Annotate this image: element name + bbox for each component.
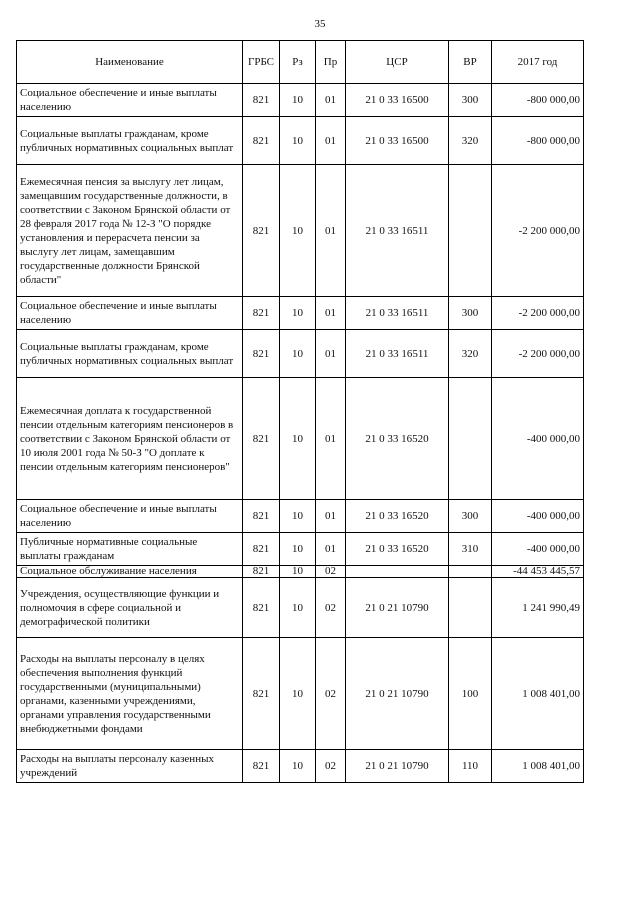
table-row bbox=[17, 566, 584, 578]
cell-csr: 21 0 21 10790 bbox=[346, 750, 449, 783]
cell-csr: 21 0 33 16520 bbox=[346, 533, 449, 566]
cell-grbs: 821 bbox=[243, 117, 280, 165]
cell-rz: 10 bbox=[280, 500, 316, 533]
cell-rz: 10 bbox=[280, 165, 316, 297]
cell-vr: 300 bbox=[449, 297, 492, 330]
cell-rz: 10 bbox=[280, 750, 316, 783]
cell-rz: 10 bbox=[280, 638, 316, 750]
header-name: Наименование bbox=[17, 41, 243, 84]
header-rz: Рз bbox=[280, 41, 316, 84]
table-row bbox=[17, 500, 584, 533]
table-row bbox=[17, 117, 584, 165]
cell-name: Расходы на выплаты персоналу в целях обеспечения выполнения функций государственными (муниципальными) органами, казенными учреждениями, органами управления государственными внебюджетными фондами bbox=[17, 638, 243, 750]
cell-amount: -400 000,00 bbox=[492, 378, 584, 500]
cell-grbs: 821 bbox=[243, 330, 280, 378]
cell-amount: -2 200 000,00 bbox=[492, 297, 584, 330]
cell-name: Учреждения, осуществляющие функции и полномочия в сфере социальной и демографической политики bbox=[17, 578, 243, 638]
table-row bbox=[17, 297, 584, 330]
cell-grbs: 821 bbox=[243, 750, 280, 783]
budget-table bbox=[16, 40, 584, 783]
cell-vr bbox=[449, 165, 492, 297]
cell-csr: 21 0 33 16500 bbox=[346, 84, 449, 117]
cell-amount: 1 241 990,49 bbox=[492, 578, 584, 638]
table-row bbox=[17, 330, 584, 378]
cell-name: Социальное обеспечение и иные выплаты населению bbox=[17, 500, 243, 533]
table-row bbox=[17, 165, 584, 297]
cell-pr: 01 bbox=[316, 84, 346, 117]
cell-name: Социальное обеспечение и иные выплаты населению bbox=[17, 297, 243, 330]
cell-amount: 1 008 401,00 bbox=[492, 750, 584, 783]
table-row bbox=[17, 638, 584, 750]
header-pr: Пр bbox=[316, 41, 346, 84]
cell-rz: 10 bbox=[280, 330, 316, 378]
table-row bbox=[17, 750, 584, 783]
header-year: 2017 год bbox=[492, 41, 584, 84]
cell-grbs: 821 bbox=[243, 638, 280, 750]
cell-vr: 110 bbox=[449, 750, 492, 783]
cell-amount: 1 008 401,00 bbox=[492, 638, 584, 750]
cell-pr: 01 bbox=[316, 533, 346, 566]
cell-name: Ежемесячная доплата к государственной пенсии отдельным категориям пенсионеров в соответствии с Законом Брянской области от 10 июля 2001 года № 50-З "О доплате к пенсии отдельным категориям пенсионеров" bbox=[17, 378, 243, 500]
cell-pr: 01 bbox=[316, 500, 346, 533]
cell-pr: 01 bbox=[316, 378, 346, 500]
cell-csr: 21 0 33 16511 bbox=[346, 297, 449, 330]
cell-name: Социальное обслуживание населения bbox=[17, 566, 243, 578]
cell-name: Публичные нормативные социальные выплаты гражданам bbox=[17, 533, 243, 566]
cell-rz: 10 bbox=[280, 533, 316, 566]
cell-pr: 01 bbox=[316, 330, 346, 378]
cell-vr: 100 bbox=[449, 638, 492, 750]
cell-csr: 21 0 21 10790 bbox=[346, 638, 449, 750]
cell-csr: 21 0 33 16520 bbox=[346, 500, 449, 533]
cell-amount: -400 000,00 bbox=[492, 533, 584, 566]
cell-grbs: 821 bbox=[243, 578, 280, 638]
cell-vr bbox=[449, 378, 492, 500]
cell-amount: -400 000,00 bbox=[492, 500, 584, 533]
cell-grbs: 821 bbox=[243, 165, 280, 297]
header-grbs: ГРБС bbox=[243, 41, 280, 84]
cell-vr bbox=[449, 566, 492, 578]
cell-name: Ежемесячная пенсия за выслугу лет лицам, замещавшим государственные должности, в соответствии с Законом Брянской области от 28 февраля 2017 года № 12-З "О порядке установления и перерасчета пенсии за выслугу лет лицам, замещавшим государственные должности Брянской области" bbox=[17, 165, 243, 297]
table-row bbox=[17, 84, 584, 117]
cell-csr: 21 0 33 16511 bbox=[346, 330, 449, 378]
cell-pr: 01 bbox=[316, 297, 346, 330]
cell-name: Социальные выплаты гражданам, кроме публичных нормативных социальных выплат bbox=[17, 330, 243, 378]
cell-rz: 10 bbox=[280, 566, 316, 578]
cell-grbs: 821 bbox=[243, 533, 280, 566]
cell-name: Социальные выплаты гражданам, кроме публичных нормативных социальных выплат bbox=[17, 117, 243, 165]
cell-vr: 300 bbox=[449, 500, 492, 533]
cell-vr: 310 bbox=[449, 533, 492, 566]
cell-csr: 21 0 21 10790 bbox=[346, 578, 449, 638]
cell-amount: -800 000,00 bbox=[492, 117, 584, 165]
cell-vr bbox=[449, 578, 492, 638]
table-body bbox=[17, 84, 584, 783]
cell-grbs: 821 bbox=[243, 566, 280, 578]
header-vr: ВР bbox=[449, 41, 492, 84]
table-header-row bbox=[17, 41, 584, 84]
header-csr: ЦСР bbox=[346, 41, 449, 84]
cell-pr: 02 bbox=[316, 638, 346, 750]
cell-pr: 02 bbox=[316, 566, 346, 578]
cell-grbs: 821 bbox=[243, 500, 280, 533]
cell-amount: -2 200 000,00 bbox=[492, 165, 584, 297]
table-row bbox=[17, 378, 584, 500]
cell-pr: 02 bbox=[316, 578, 346, 638]
cell-csr: 21 0 33 16500 bbox=[346, 117, 449, 165]
cell-rz: 10 bbox=[280, 297, 316, 330]
cell-vr: 300 bbox=[449, 84, 492, 117]
cell-grbs: 821 bbox=[243, 378, 280, 500]
cell-csr: 21 0 33 16520 bbox=[346, 378, 449, 500]
cell-pr: 01 bbox=[316, 165, 346, 297]
cell-rz: 10 bbox=[280, 378, 316, 500]
cell-amount: -44 453 445,57 bbox=[492, 566, 584, 578]
cell-pr: 02 bbox=[316, 750, 346, 783]
cell-rz: 10 bbox=[280, 117, 316, 165]
cell-name: Социальное обеспечение и иные выплаты населению bbox=[17, 84, 243, 117]
cell-csr bbox=[346, 566, 449, 578]
table-row bbox=[17, 533, 584, 566]
cell-grbs: 821 bbox=[243, 84, 280, 117]
cell-amount: -800 000,00 bbox=[492, 84, 584, 117]
page-number: 35 bbox=[314, 18, 326, 30]
cell-grbs: 821 bbox=[243, 297, 280, 330]
cell-csr: 21 0 33 16511 bbox=[346, 165, 449, 297]
table-row bbox=[17, 578, 584, 638]
cell-amount: -2 200 000,00 bbox=[492, 330, 584, 378]
cell-pr: 01 bbox=[316, 117, 346, 165]
cell-vr: 320 bbox=[449, 330, 492, 378]
cell-rz: 10 bbox=[280, 84, 316, 117]
cell-rz: 10 bbox=[280, 578, 316, 638]
cell-name: Расходы на выплаты персоналу казенных учреждений bbox=[17, 750, 243, 783]
cell-vr: 320 bbox=[449, 117, 492, 165]
